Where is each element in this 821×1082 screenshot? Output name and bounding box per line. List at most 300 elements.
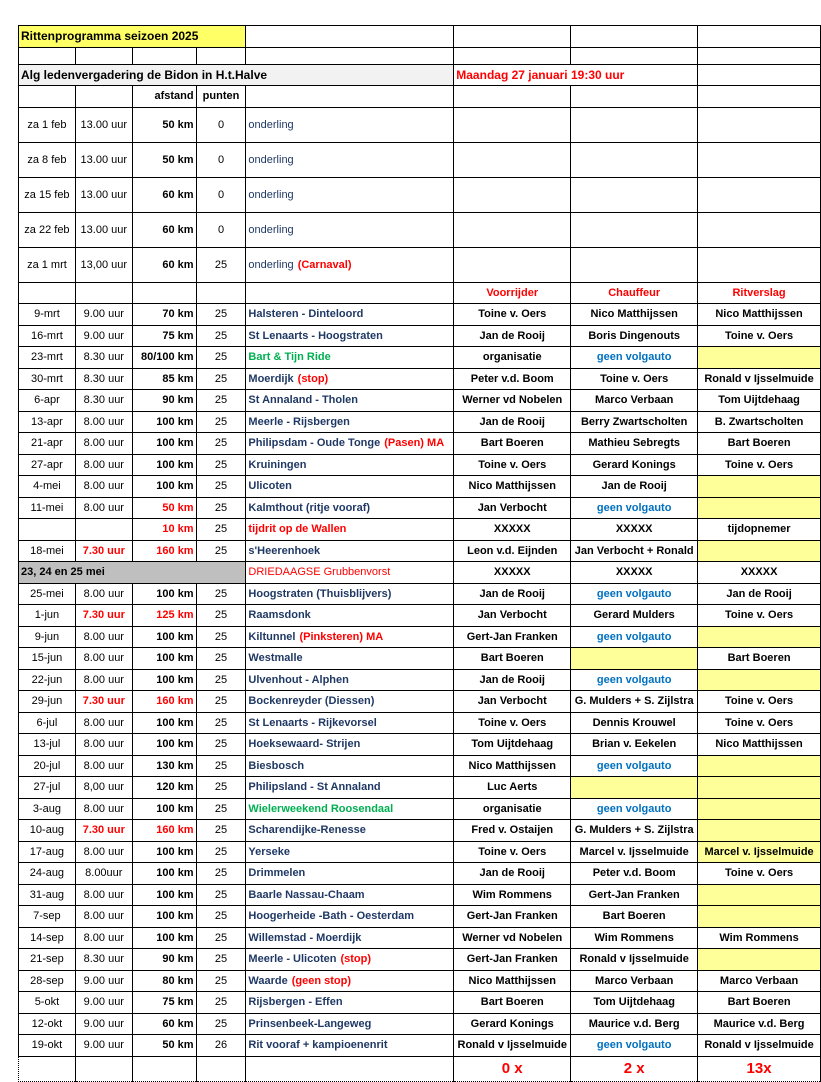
- ride-distance[interactable]: 75 km: [132, 325, 196, 347]
- ride-date[interactable]: za 15 feb: [19, 177, 76, 212]
- ritverslag-cell[interactable]: Ronald v Ijsselmuide: [698, 368, 821, 390]
- chauffeur-cell[interactable]: Marcel v. Ijsselmuide: [571, 841, 698, 863]
- ritverslag-cell[interactable]: [698, 476, 821, 498]
- total-ritverslag[interactable]: 13x: [698, 1056, 821, 1081]
- ritverslag-cell[interactable]: [698, 669, 821, 691]
- ride-distance[interactable]: 160 km: [132, 691, 196, 713]
- ride-route[interactable]: [246, 691, 454, 713]
- chauffeur-cell[interactable]: Maurice v.d. Berg: [571, 1013, 698, 1035]
- ritverslag-cell[interactable]: Ronald v Ijsselmuide: [698, 1035, 821, 1057]
- voorrijder-cell[interactable]: Jan Verbocht: [454, 497, 571, 519]
- ride-route[interactable]: [246, 906, 454, 928]
- voorrijder-cell[interactable]: Leon v.d. Eijnden: [454, 540, 571, 562]
- ride-time[interactable]: 9.00 uur: [75, 970, 132, 992]
- ride-time[interactable]: 8.00 uur: [75, 648, 132, 670]
- empty-cell[interactable]: [454, 26, 571, 48]
- ritverslag-cell[interactable]: Toine v. Oers: [698, 605, 821, 627]
- ride-route[interactable]: [246, 949, 454, 971]
- ride-distance[interactable]: 100 km: [132, 906, 196, 928]
- ride-date[interactable]: 15-jun: [19, 648, 76, 670]
- ride-time[interactable]: 9.00 uur: [75, 1013, 132, 1035]
- empty-cell[interactable]: [698, 142, 821, 177]
- ride-time[interactable]: 8.00 uur: [75, 626, 132, 648]
- ride-points[interactable]: 25: [196, 970, 246, 992]
- empty-cell[interactable]: [698, 247, 821, 282]
- ritverslag-cell[interactable]: Toine v. Oers: [698, 863, 821, 885]
- chauffeur-cell[interactable]: geen volgauto: [571, 1035, 698, 1057]
- ride-points[interactable]: 25: [196, 390, 246, 412]
- ride-points[interactable]: 25: [196, 712, 246, 734]
- ride-date[interactable]: 13-apr: [19, 411, 76, 433]
- ride-route[interactable]: [246, 927, 454, 949]
- ritverslag-cell[interactable]: [698, 540, 821, 562]
- ride-time[interactable]: 8.00 uur: [75, 454, 132, 476]
- ritverslag-cell[interactable]: [698, 755, 821, 777]
- ride-distance[interactable]: 10 km: [132, 519, 196, 541]
- ritverslag-cell[interactable]: [698, 798, 821, 820]
- ritverslag-cell[interactable]: Nico Matthijssen: [698, 304, 821, 326]
- ride-route[interactable]: [246, 970, 454, 992]
- ride-date[interactable]: [19, 519, 76, 541]
- ride-date[interactable]: 12-okt: [19, 1013, 76, 1035]
- ride-date[interactable]: 30-mrt: [19, 368, 76, 390]
- ride-date[interactable]: 20-jul: [19, 755, 76, 777]
- ride-distance[interactable]: 100 km: [132, 712, 196, 734]
- ride-route[interactable]: [246, 368, 454, 390]
- empty-cell[interactable]: [454, 247, 571, 282]
- empty-cell[interactable]: [246, 282, 454, 304]
- ride-date[interactable]: 6-jul: [19, 712, 76, 734]
- ride-time[interactable]: 8.00 uur: [75, 712, 132, 734]
- voorrijder-cell[interactable]: Nico Matthijssen: [454, 476, 571, 498]
- ride-points[interactable]: 25: [196, 304, 246, 326]
- chauffeur-cell[interactable]: Dennis Krouwel: [571, 712, 698, 734]
- ride-time[interactable]: 8.00 uur: [75, 583, 132, 605]
- ride-time[interactable]: 8.00uur: [75, 863, 132, 885]
- voorrijder-cell[interactable]: Luc Aerts: [454, 777, 571, 799]
- ride-date[interactable]: 18-mei: [19, 540, 76, 562]
- chauffeur-cell[interactable]: Brian v. Eekelen: [571, 734, 698, 756]
- ride-route[interactable]: [246, 884, 454, 906]
- empty-cell[interactable]: [571, 177, 698, 212]
- chauffeur-cell[interactable]: geen volgauto: [571, 626, 698, 648]
- voorrijder-cell[interactable]: Gert-Jan Franken: [454, 949, 571, 971]
- ride-date[interactable]: 13-jul: [19, 734, 76, 756]
- ride-distance[interactable]: 100 km: [132, 798, 196, 820]
- voorrijder-cell[interactable]: XXXXX: [454, 519, 571, 541]
- empty-cell[interactable]: [75, 1056, 132, 1081]
- empty-cell[interactable]: [571, 107, 698, 142]
- ride-time[interactable]: [75, 519, 132, 541]
- ride-route[interactable]: [246, 1035, 454, 1057]
- voorrijder-cell[interactable]: Toine v. Oers: [454, 712, 571, 734]
- ride-route[interactable]: [246, 841, 454, 863]
- ride-date[interactable]: 9-mrt: [19, 304, 76, 326]
- ride-date[interactable]: 1-jun: [19, 605, 76, 627]
- ride-route[interactable]: [246, 177, 454, 212]
- ride-points[interactable]: 25: [196, 476, 246, 498]
- chauffeur-cell[interactable]: [571, 777, 698, 799]
- ride-time[interactable]: 13.00 uur: [75, 107, 132, 142]
- ride-distance[interactable]: 60 km: [132, 247, 196, 282]
- ritverslag-cell[interactable]: Bart Boeren: [698, 648, 821, 670]
- ride-date[interactable]: 24-aug: [19, 863, 76, 885]
- chauffeur-cell[interactable]: Jan de Rooij: [571, 476, 698, 498]
- ritverslag-cell[interactable]: B. Zwartscholten: [698, 411, 821, 433]
- ride-time[interactable]: 8,00 uur: [75, 777, 132, 799]
- ride-points[interactable]: 26: [196, 1035, 246, 1057]
- header-chauffeur[interactable]: Chauffeur: [571, 282, 698, 304]
- voorrijder-cell[interactable]: Bart Boeren: [454, 433, 571, 455]
- ride-date[interactable]: 4-mei: [19, 476, 76, 498]
- ride-time[interactable]: 13.00 uur: [75, 142, 132, 177]
- ride-date[interactable]: 21-sep: [19, 949, 76, 971]
- voorrijder-cell[interactable]: Toine v. Oers: [454, 304, 571, 326]
- ride-points[interactable]: 25: [196, 927, 246, 949]
- chauffeur-cell[interactable]: Gerard Mulders: [571, 605, 698, 627]
- ride-distance[interactable]: 75 km: [132, 992, 196, 1014]
- ride-distance[interactable]: 50 km: [132, 1035, 196, 1057]
- ride-time[interactable]: 8.00 uur: [75, 927, 132, 949]
- voorrijder-cell[interactable]: Wim Rommens: [454, 884, 571, 906]
- empty-cell[interactable]: [454, 177, 571, 212]
- ride-distance[interactable]: 70 km: [132, 304, 196, 326]
- ride-points[interactable]: 25: [196, 583, 246, 605]
- ride-points[interactable]: 25: [196, 691, 246, 713]
- ritverslag-cell[interactable]: Maurice v.d. Berg: [698, 1013, 821, 1035]
- ride-points[interactable]: 25: [196, 605, 246, 627]
- ride-points[interactable]: 25: [196, 841, 246, 863]
- ritverslag-cell[interactable]: Nico Matthijssen: [698, 734, 821, 756]
- ride-route[interactable]: [246, 820, 454, 842]
- empty-cell[interactable]: [132, 47, 196, 64]
- ride-route[interactable]: [246, 863, 454, 885]
- ride-distance[interactable]: 90 km: [132, 949, 196, 971]
- ride-time[interactable]: 7.30 uur: [75, 820, 132, 842]
- ride-route[interactable]: [246, 476, 454, 498]
- ride-distance[interactable]: 160 km: [132, 820, 196, 842]
- ride-route[interactable]: [246, 304, 454, 326]
- empty-cell[interactable]: [246, 1056, 454, 1081]
- ride-time[interactable]: 8.00 uur: [75, 734, 132, 756]
- voorrijder-cell[interactable]: Werner vd Nobelen: [454, 927, 571, 949]
- ride-points[interactable]: 25: [196, 433, 246, 455]
- ride-distance[interactable]: 100 km: [132, 884, 196, 906]
- ride-distance[interactable]: 160 km: [132, 540, 196, 562]
- header-ritverslag[interactable]: Ritverslag: [698, 282, 821, 304]
- ride-time[interactable]: 13.00 uur: [75, 212, 132, 247]
- ride-points[interactable]: 25: [196, 884, 246, 906]
- ritverslag-cell[interactable]: Toine v. Oers: [698, 712, 821, 734]
- ride-date[interactable]: za 1 mrt: [19, 247, 76, 282]
- ritverslag-cell[interactable]: tijdopnemer: [698, 519, 821, 541]
- chauffeur-cell[interactable]: Tom Uijtdehaag: [571, 992, 698, 1014]
- empty-cell[interactable]: [19, 86, 76, 108]
- voorrijder-cell[interactable]: Nico Matthijssen: [454, 970, 571, 992]
- empty-cell[interactable]: [75, 47, 132, 64]
- ritverslag-cell[interactable]: [698, 497, 821, 519]
- ride-route[interactable]: [246, 755, 454, 777]
- meeting-date[interactable]: Maandag 27 januari 19:30 uur: [454, 64, 698, 86]
- empty-cell[interactable]: [19, 1056, 76, 1081]
- ride-time[interactable]: 7.30 uur: [75, 605, 132, 627]
- chauffeur-cell[interactable]: geen volgauto: [571, 347, 698, 369]
- ride-date[interactable]: 27-jul: [19, 777, 76, 799]
- chauffeur-cell[interactable]: geen volgauto: [571, 669, 698, 691]
- chauffeur-cell[interactable]: XXXXX: [571, 519, 698, 541]
- ride-points[interactable]: 25: [196, 863, 246, 885]
- ritverslag-cell[interactable]: [698, 949, 821, 971]
- ride-points[interactable]: 25: [196, 906, 246, 928]
- ride-date[interactable]: 6-apr: [19, 390, 76, 412]
- ride-distance[interactable]: 100 km: [132, 669, 196, 691]
- ride-date[interactable]: 7-sep: [19, 906, 76, 928]
- ride-date[interactable]: 23-mrt: [19, 347, 76, 369]
- ride-date[interactable]: 19-okt: [19, 1035, 76, 1057]
- voorrijder-cell[interactable]: Werner vd Nobelen: [454, 390, 571, 412]
- ride-points[interactable]: 25: [196, 347, 246, 369]
- chauffeur-cell[interactable]: Marco Verbaan: [571, 970, 698, 992]
- ride-date[interactable]: 14-sep: [19, 927, 76, 949]
- voorrijder-cell[interactable]: Gert-Jan Franken: [454, 906, 571, 928]
- chauffeur-cell[interactable]: Ronald v Ijsselmuide: [571, 949, 698, 971]
- ride-date[interactable]: za 1 feb: [19, 107, 76, 142]
- ride-time[interactable]: 8.00 uur: [75, 841, 132, 863]
- voorrijder-cell[interactable]: Jan de Rooij: [454, 583, 571, 605]
- ride-time[interactable]: 8.00 uur: [75, 884, 132, 906]
- ritverslag-cell[interactable]: Toine v. Oers: [698, 454, 821, 476]
- ritverslag-cell[interactable]: Marco Verbaan: [698, 970, 821, 992]
- ride-route[interactable]: [246, 562, 454, 584]
- ride-points[interactable]: 25: [196, 540, 246, 562]
- ride-route[interactable]: [246, 605, 454, 627]
- voorrijder-cell[interactable]: Bart Boeren: [454, 648, 571, 670]
- voorrijder-cell[interactable]: Jan de Rooij: [454, 669, 571, 691]
- ride-points[interactable]: 25: [196, 949, 246, 971]
- empty-cell[interactable]: [698, 177, 821, 212]
- voorrijder-cell[interactable]: Jan Verbocht: [454, 691, 571, 713]
- ride-points[interactable]: 0: [196, 177, 246, 212]
- ride-points[interactable]: 25: [196, 777, 246, 799]
- ride-time[interactable]: 9.00 uur: [75, 325, 132, 347]
- empty-cell[interactable]: [196, 282, 246, 304]
- ride-points[interactable]: 25: [196, 798, 246, 820]
- ride-route[interactable]: [246, 433, 454, 455]
- chauffeur-cell[interactable]: XXXXX: [571, 562, 698, 584]
- ride-time[interactable]: 8.30 uur: [75, 390, 132, 412]
- ride-time[interactable]: 8.00 uur: [75, 755, 132, 777]
- chauffeur-cell[interactable]: geen volgauto: [571, 583, 698, 605]
- header-voorrijder[interactable]: Voorrijder: [454, 282, 571, 304]
- chauffeur-cell[interactable]: [571, 648, 698, 670]
- empty-cell[interactable]: [571, 26, 698, 48]
- voorrijder-cell[interactable]: Peter v.d. Boom: [454, 368, 571, 390]
- ride-date[interactable]: 29-jun: [19, 691, 76, 713]
- chauffeur-cell[interactable]: Boris Dingenouts: [571, 325, 698, 347]
- empty-cell[interactable]: [246, 47, 454, 64]
- empty-cell[interactable]: [454, 47, 571, 64]
- ride-route[interactable]: [246, 142, 454, 177]
- ritverslag-cell[interactable]: Jan de Rooij: [698, 583, 821, 605]
- voorrijder-cell[interactable]: Toine v. Oers: [454, 454, 571, 476]
- ride-distance[interactable]: 100 km: [132, 433, 196, 455]
- ride-points[interactable]: 25: [196, 648, 246, 670]
- ride-route[interactable]: [246, 648, 454, 670]
- ride-time[interactable]: 13.00 uur: [75, 177, 132, 212]
- chauffeur-cell[interactable]: Berry Zwartscholten: [571, 411, 698, 433]
- ride-time[interactable]: 8.30 uur: [75, 368, 132, 390]
- ride-distance[interactable]: 50 km: [132, 142, 196, 177]
- empty-cell[interactable]: [698, 212, 821, 247]
- chauffeur-cell[interactable]: geen volgauto: [571, 798, 698, 820]
- empty-cell[interactable]: [571, 247, 698, 282]
- ride-route[interactable]: [246, 454, 454, 476]
- ride-distance[interactable]: 120 km: [132, 777, 196, 799]
- voorrijder-cell[interactable]: organisatie: [454, 798, 571, 820]
- ride-points[interactable]: 25: [196, 368, 246, 390]
- ride-time[interactable]: 13,00 uur: [75, 247, 132, 282]
- ritverslag-cell[interactable]: Marcel v. Ijsselmuide: [698, 841, 821, 863]
- ride-time[interactable]: 8.00 uur: [75, 433, 132, 455]
- chauffeur-cell[interactable]: Gert-Jan Franken: [571, 884, 698, 906]
- ride-route[interactable]: [246, 107, 454, 142]
- ride-route[interactable]: [246, 411, 454, 433]
- empty-cell[interactable]: [132, 1056, 196, 1081]
- ride-distance[interactable]: 130 km: [132, 755, 196, 777]
- empty-cell[interactable]: [698, 26, 821, 48]
- empty-cell[interactable]: [571, 47, 698, 64]
- ritverslag-cell[interactable]: Tom Uijtdehaag: [698, 390, 821, 412]
- ride-route[interactable]: [246, 669, 454, 691]
- voorrijder-cell[interactable]: Bart Boeren: [454, 992, 571, 1014]
- ride-date[interactable]: 31-aug: [19, 884, 76, 906]
- ride-date[interactable]: 5-okt: [19, 992, 76, 1014]
- ride-distance[interactable]: 100 km: [132, 927, 196, 949]
- ride-time[interactable]: 8.00 uur: [75, 798, 132, 820]
- ride-distance[interactable]: 100 km: [132, 648, 196, 670]
- ride-points[interactable]: 25: [196, 669, 246, 691]
- ride-distance[interactable]: 50 km: [132, 497, 196, 519]
- header-afstand[interactable]: afstand: [132, 86, 196, 108]
- empty-cell[interactable]: [75, 86, 132, 108]
- empty-cell[interactable]: [698, 64, 821, 86]
- empty-cell[interactable]: [246, 86, 454, 108]
- voorrijder-cell[interactable]: Jan de Rooij: [454, 863, 571, 885]
- voorrijder-cell[interactable]: Nico Matthijssen: [454, 755, 571, 777]
- ritverslag-cell[interactable]: Wim Rommens: [698, 927, 821, 949]
- chauffeur-cell[interactable]: Gerard Konings: [571, 454, 698, 476]
- voorrijder-cell[interactable]: Jan de Rooij: [454, 411, 571, 433]
- empty-cell[interactable]: [698, 86, 821, 108]
- ride-points[interactable]: 25: [196, 325, 246, 347]
- ride-points[interactable]: 0: [196, 212, 246, 247]
- ritverslag-cell[interactable]: [698, 777, 821, 799]
- ride-route[interactable]: [246, 583, 454, 605]
- ritverslag-cell[interactable]: Bart Boeren: [698, 433, 821, 455]
- ride-route[interactable]: [246, 777, 454, 799]
- ride-points[interactable]: 25: [196, 820, 246, 842]
- empty-cell[interactable]: [246, 26, 454, 48]
- ride-route[interactable]: [246, 734, 454, 756]
- empty-cell[interactable]: [454, 212, 571, 247]
- ride-distance[interactable]: 60 km: [132, 212, 196, 247]
- chauffeur-cell[interactable]: geen volgauto: [571, 497, 698, 519]
- ritverslag-cell[interactable]: Bart Boeren: [698, 992, 821, 1014]
- chauffeur-cell[interactable]: geen volgauto: [571, 755, 698, 777]
- voorrijder-cell[interactable]: organisatie: [454, 347, 571, 369]
- ride-points[interactable]: 25: [196, 247, 246, 282]
- ride-route[interactable]: [246, 390, 454, 412]
- ride-points[interactable]: 25: [196, 519, 246, 541]
- empty-cell[interactable]: [454, 142, 571, 177]
- ride-time[interactable]: 7.30 uur: [75, 691, 132, 713]
- voorrijder-cell[interactable]: Gert-Jan Franken: [454, 626, 571, 648]
- empty-cell[interactable]: [571, 142, 698, 177]
- ride-distance[interactable]: 80/100 km: [132, 347, 196, 369]
- chauffeur-cell[interactable]: Mathieu Sebregts: [571, 433, 698, 455]
- empty-cell[interactable]: [454, 86, 571, 108]
- ride-date[interactable]: 25-mei: [19, 583, 76, 605]
- chauffeur-cell[interactable]: G. Mulders + S. Zijlstra: [571, 820, 698, 842]
- chauffeur-cell[interactable]: Wim Rommens: [571, 927, 698, 949]
- ride-points[interactable]: 25: [196, 992, 246, 1014]
- ride-points[interactable]: 25: [196, 626, 246, 648]
- ride-route[interactable]: [246, 540, 454, 562]
- total-chauffeur[interactable]: 2 x: [571, 1056, 698, 1081]
- ritverslag-cell[interactable]: [698, 626, 821, 648]
- ride-date[interactable]: 21-apr: [19, 433, 76, 455]
- empty-cell[interactable]: [132, 282, 196, 304]
- ride-time[interactable]: 9.00 uur: [75, 304, 132, 326]
- ritverslag-cell[interactable]: [698, 884, 821, 906]
- ride-route[interactable]: [246, 212, 454, 247]
- ride-route[interactable]: [246, 992, 454, 1014]
- chauffeur-cell[interactable]: Bart Boeren: [571, 906, 698, 928]
- chauffeur-cell[interactable]: Nico Matthijssen: [571, 304, 698, 326]
- empty-cell[interactable]: [196, 1056, 246, 1081]
- header-punten[interactable]: punten: [196, 86, 246, 108]
- voorrijder-cell[interactable]: Ronald v Ijsselmuide: [454, 1035, 571, 1057]
- empty-cell[interactable]: [571, 212, 698, 247]
- ride-date[interactable]: 17-aug: [19, 841, 76, 863]
- ride-distance[interactable]: 100 km: [132, 863, 196, 885]
- ride-route[interactable]: [246, 626, 454, 648]
- ride-time[interactable]: 8.30 uur: [75, 949, 132, 971]
- ride-distance[interactable]: 100 km: [132, 583, 196, 605]
- chauffeur-cell[interactable]: Peter v.d. Boom: [571, 863, 698, 885]
- ride-date[interactable]: 28-sep: [19, 970, 76, 992]
- empty-cell[interactable]: [196, 47, 246, 64]
- ride-date[interactable]: 10-aug: [19, 820, 76, 842]
- ride-time[interactable]: 9.00 uur: [75, 1035, 132, 1057]
- ride-points[interactable]: 25: [196, 454, 246, 476]
- empty-cell[interactable]: [571, 86, 698, 108]
- ride-time[interactable]: 8.00 uur: [75, 497, 132, 519]
- ride-date[interactable]: za 8 feb: [19, 142, 76, 177]
- empty-cell[interactable]: [454, 107, 571, 142]
- ride-distance[interactable]: 100 km: [132, 734, 196, 756]
- empty-cell[interactable]: [19, 282, 76, 304]
- voorrijder-cell[interactable]: Fred v. Ostaijen: [454, 820, 571, 842]
- ride-time[interactable]: 8.00 uur: [75, 669, 132, 691]
- meeting-text[interactable]: Alg ledenvergadering de Bidon in H.t.Halve: [19, 64, 454, 86]
- ride-time[interactable]: 7.30 uur: [75, 540, 132, 562]
- voorrijder-cell[interactable]: Gerard Konings: [454, 1013, 571, 1035]
- ride-points[interactable]: 25: [196, 734, 246, 756]
- ride-points[interactable]: 0: [196, 142, 246, 177]
- ride-points[interactable]: 25: [196, 411, 246, 433]
- ride-date[interactable]: za 22 feb: [19, 212, 76, 247]
